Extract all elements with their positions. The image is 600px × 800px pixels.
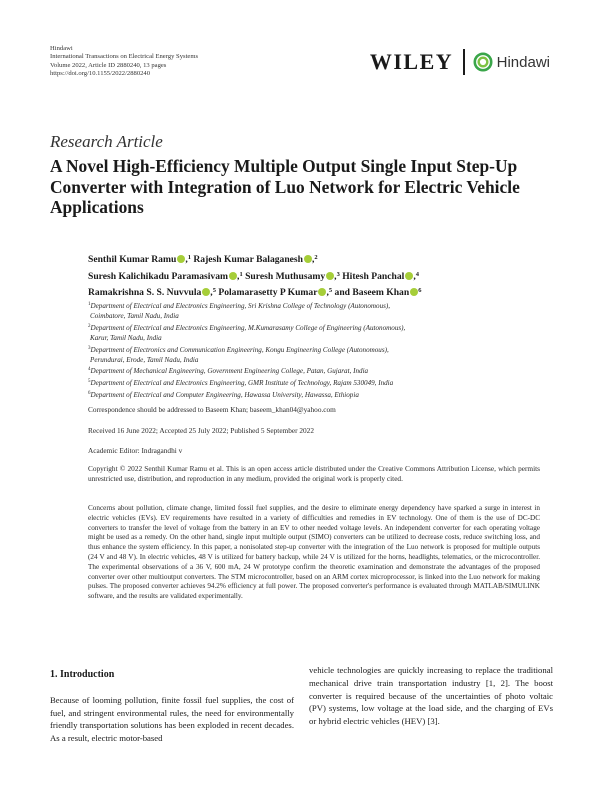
orcid-icon[interactable]	[410, 288, 418, 296]
affiliation: $^3$Department of Electronics and Communication Engineering, Kongu Engineering College (Autonomous),	[88, 345, 389, 354]
body-paragraph: Because of looming pollution, finite fossil fuel supplies, the cost of fuel, and stringent environmental rules, the need for environmentally friendly transportation solutions has been exploded in recent decades. As a result, electric motor-based	[50, 694, 294, 744]
affiliation-ref: 3	[336, 270, 340, 278]
article-dates: Received 16 June 2022; Accepted 25 July 2022; Published 5 September 2022	[88, 426, 314, 435]
author-name[interactable]: Suresh Kalichikadu Paramasivam	[88, 270, 229, 282]
hindawi-logo: Hindawi	[496, 53, 550, 71]
body-column-right	[309, 664, 553, 728]
orcid-icon[interactable]	[304, 255, 312, 263]
affiliation: $^6$Department of Electrical and Computer Engineering, Hawassa University, Hawassa, Ethiopia	[88, 391, 359, 400]
affiliation-ref: 2	[314, 254, 318, 261]
orcid-icon[interactable]	[229, 272, 237, 280]
wiley-logo: WILEY	[369, 49, 454, 74]
affiliation: $^5$Department of Electrical and Electronics Engineering, GMR Institute of Technology, Rajam 530049, India	[88, 379, 394, 388]
affiliation: $^2$Department of Electrical and Electronics Engineering, M.Kumarasamy College of Engineering (Autonomous),	[88, 323, 406, 332]
publisher-name: Hindawi	[50, 45, 73, 52]
affiliation-ref: 4	[415, 270, 419, 278]
affiliation-ref: 5	[212, 287, 216, 294]
doi-link[interactable]: https://doi.org/10.1155/2022/2880240	[50, 69, 151, 77]
author-name[interactable]: Polamarasetty P Kumar	[218, 287, 318, 298]
publisher-logos	[370, 49, 550, 75]
copyright-notice: Copyright © 2022 Senthil Kumar Ramu et al. This is an open access article distributed under the Creative Commons Attribution License, which permits unrestricted use, distribution, and reproduction in any medium, provided the original work is properly cited.	[88, 464, 540, 483]
author-name[interactable]: and Baseem Khan	[334, 287, 410, 298]
body-column-left	[50, 664, 294, 745]
author-line: Ramakrishna S. S. Nuvvula ,$^5$ Polamarasetty P Kumar ,$^5$ and Baseem Khan $^6$	[88, 287, 422, 298]
journal-name: International Transactions on Electrical Energy Systems	[50, 53, 199, 61]
author-line: Suresh Kalichikadu Paramasivam ,$^1$ Suresh Muthusamy ,$^3$ Hitesh Panchal ,$^4$	[88, 270, 419, 282]
affiliation-ref: 5	[328, 287, 333, 294]
article-type: Research Article	[50, 132, 163, 151]
affiliation: $^4$Department of Mechanical Engineering, Government Engineering College, Patan, Gujarat, India	[88, 367, 369, 376]
affiliation: $^1$Department of Electrical and Electronics Engineering, Sri Krishna College of Technology (Autonomous),	[88, 302, 391, 310]
author-line: Senthil Kumar Ramu ,$^1$ Rajesh Kumar Balaganesh ,$^2$	[88, 254, 318, 265]
page-header	[50, 45, 550, 91]
journal-meta	[50, 45, 198, 78]
author-list	[88, 251, 538, 301]
orcid-icon[interactable]	[326, 272, 334, 280]
article-title: A Novel High-Efficiency Multiple Output Single Input Step-Up Converter with Integration of Luo Network for Electric Vehicle Applications	[50, 156, 520, 217]
author-name[interactable]: Hitesh Panchal	[342, 270, 405, 282]
affiliation-ref: 6	[418, 287, 422, 294]
section-heading: 1. Introduction	[50, 669, 115, 680]
author-name[interactable]: Suresh Muthusamy	[245, 270, 326, 282]
affiliation-ref: 1	[187, 254, 191, 261]
abstract: Concerns about pollution, climate change, limited fossil fuel supplies, and the desire to eliminate energy dependency have sparked a surge in interest in electric vehicles (EVs). EV requirements have resulted in a variety of difficulties and remedies in EV technology. One of them is the use of DC-DC converters to transfer the level of voltage from the battery in an EV to other needed voltage levels. An independent converter for each operating voltage might be used as a remedy. On the other hand, single input multiple output (SIMO) converters can be utilized to decrease costs, reduce switching loss, and thus enhance the system efficiency. In this paper, a nonisolated step-up converter with the integration of the Luo network is proposed for multiple outputs (24 V and 48 V). In electric vehicles, 48 V is utilized for battery backup, while 24 V is utilized for the horns, headlights, telematics, or the microcontroller. The experimental observations of a 36 V, 600 mA, 24 W prototype confirm the theoretic examination and demonstrate the advantages of the proposed converter over other multioutput converters. The STM microcontroller, based on an ARM cortex microprocessor, is linked into the Luo network for making pulses. The proposed converter achieves 94.2% efficiency at full power. The proposed converter's performance is evaluated through MATLAB/SIMULINK software, and the results are validated experimentally.	[88, 504, 540, 601]
author-name[interactable]: Senthil Kumar Ramu	[88, 254, 177, 265]
body-paragraph: vehicle technologies are quickly increasing to replace the traditional mechanical drive train transportation industry [1, 2]. The boost converter is required because of the uncertainties of photo voltaic (PV) systems, low voltage at the load side, and the charging of EVs or hybrid electric vehicles (HEV) [3].	[309, 665, 553, 727]
affiliation-continued: Perundurai, Erode, Tamil Nadu, India	[90, 355, 199, 364]
author-name[interactable]: Rajesh Kumar Balaganesh	[193, 254, 304, 265]
correspondence: Correspondence should be addressed to Baseem Khan; baseem_khan04@yahoo.com	[88, 405, 336, 414]
academic-editor: Academic Editor: Indragandhi v	[88, 446, 183, 455]
volume-info: Volume 2022, Article ID 2880240, 13 pages	[50, 61, 167, 69]
affiliation-continued: Karur, Tamil Nadu, India	[90, 333, 162, 342]
affiliation-continued: Coimbatore, Tamil Nadu, India	[90, 311, 179, 320]
author-name[interactable]: Ramakrishna S. S. Nuvvula	[88, 287, 202, 298]
affiliation-ref: 1	[239, 270, 243, 278]
hindawi-rings-icon	[473, 52, 493, 72]
affiliation-list	[88, 300, 538, 401]
logo-divider	[463, 49, 465, 75]
